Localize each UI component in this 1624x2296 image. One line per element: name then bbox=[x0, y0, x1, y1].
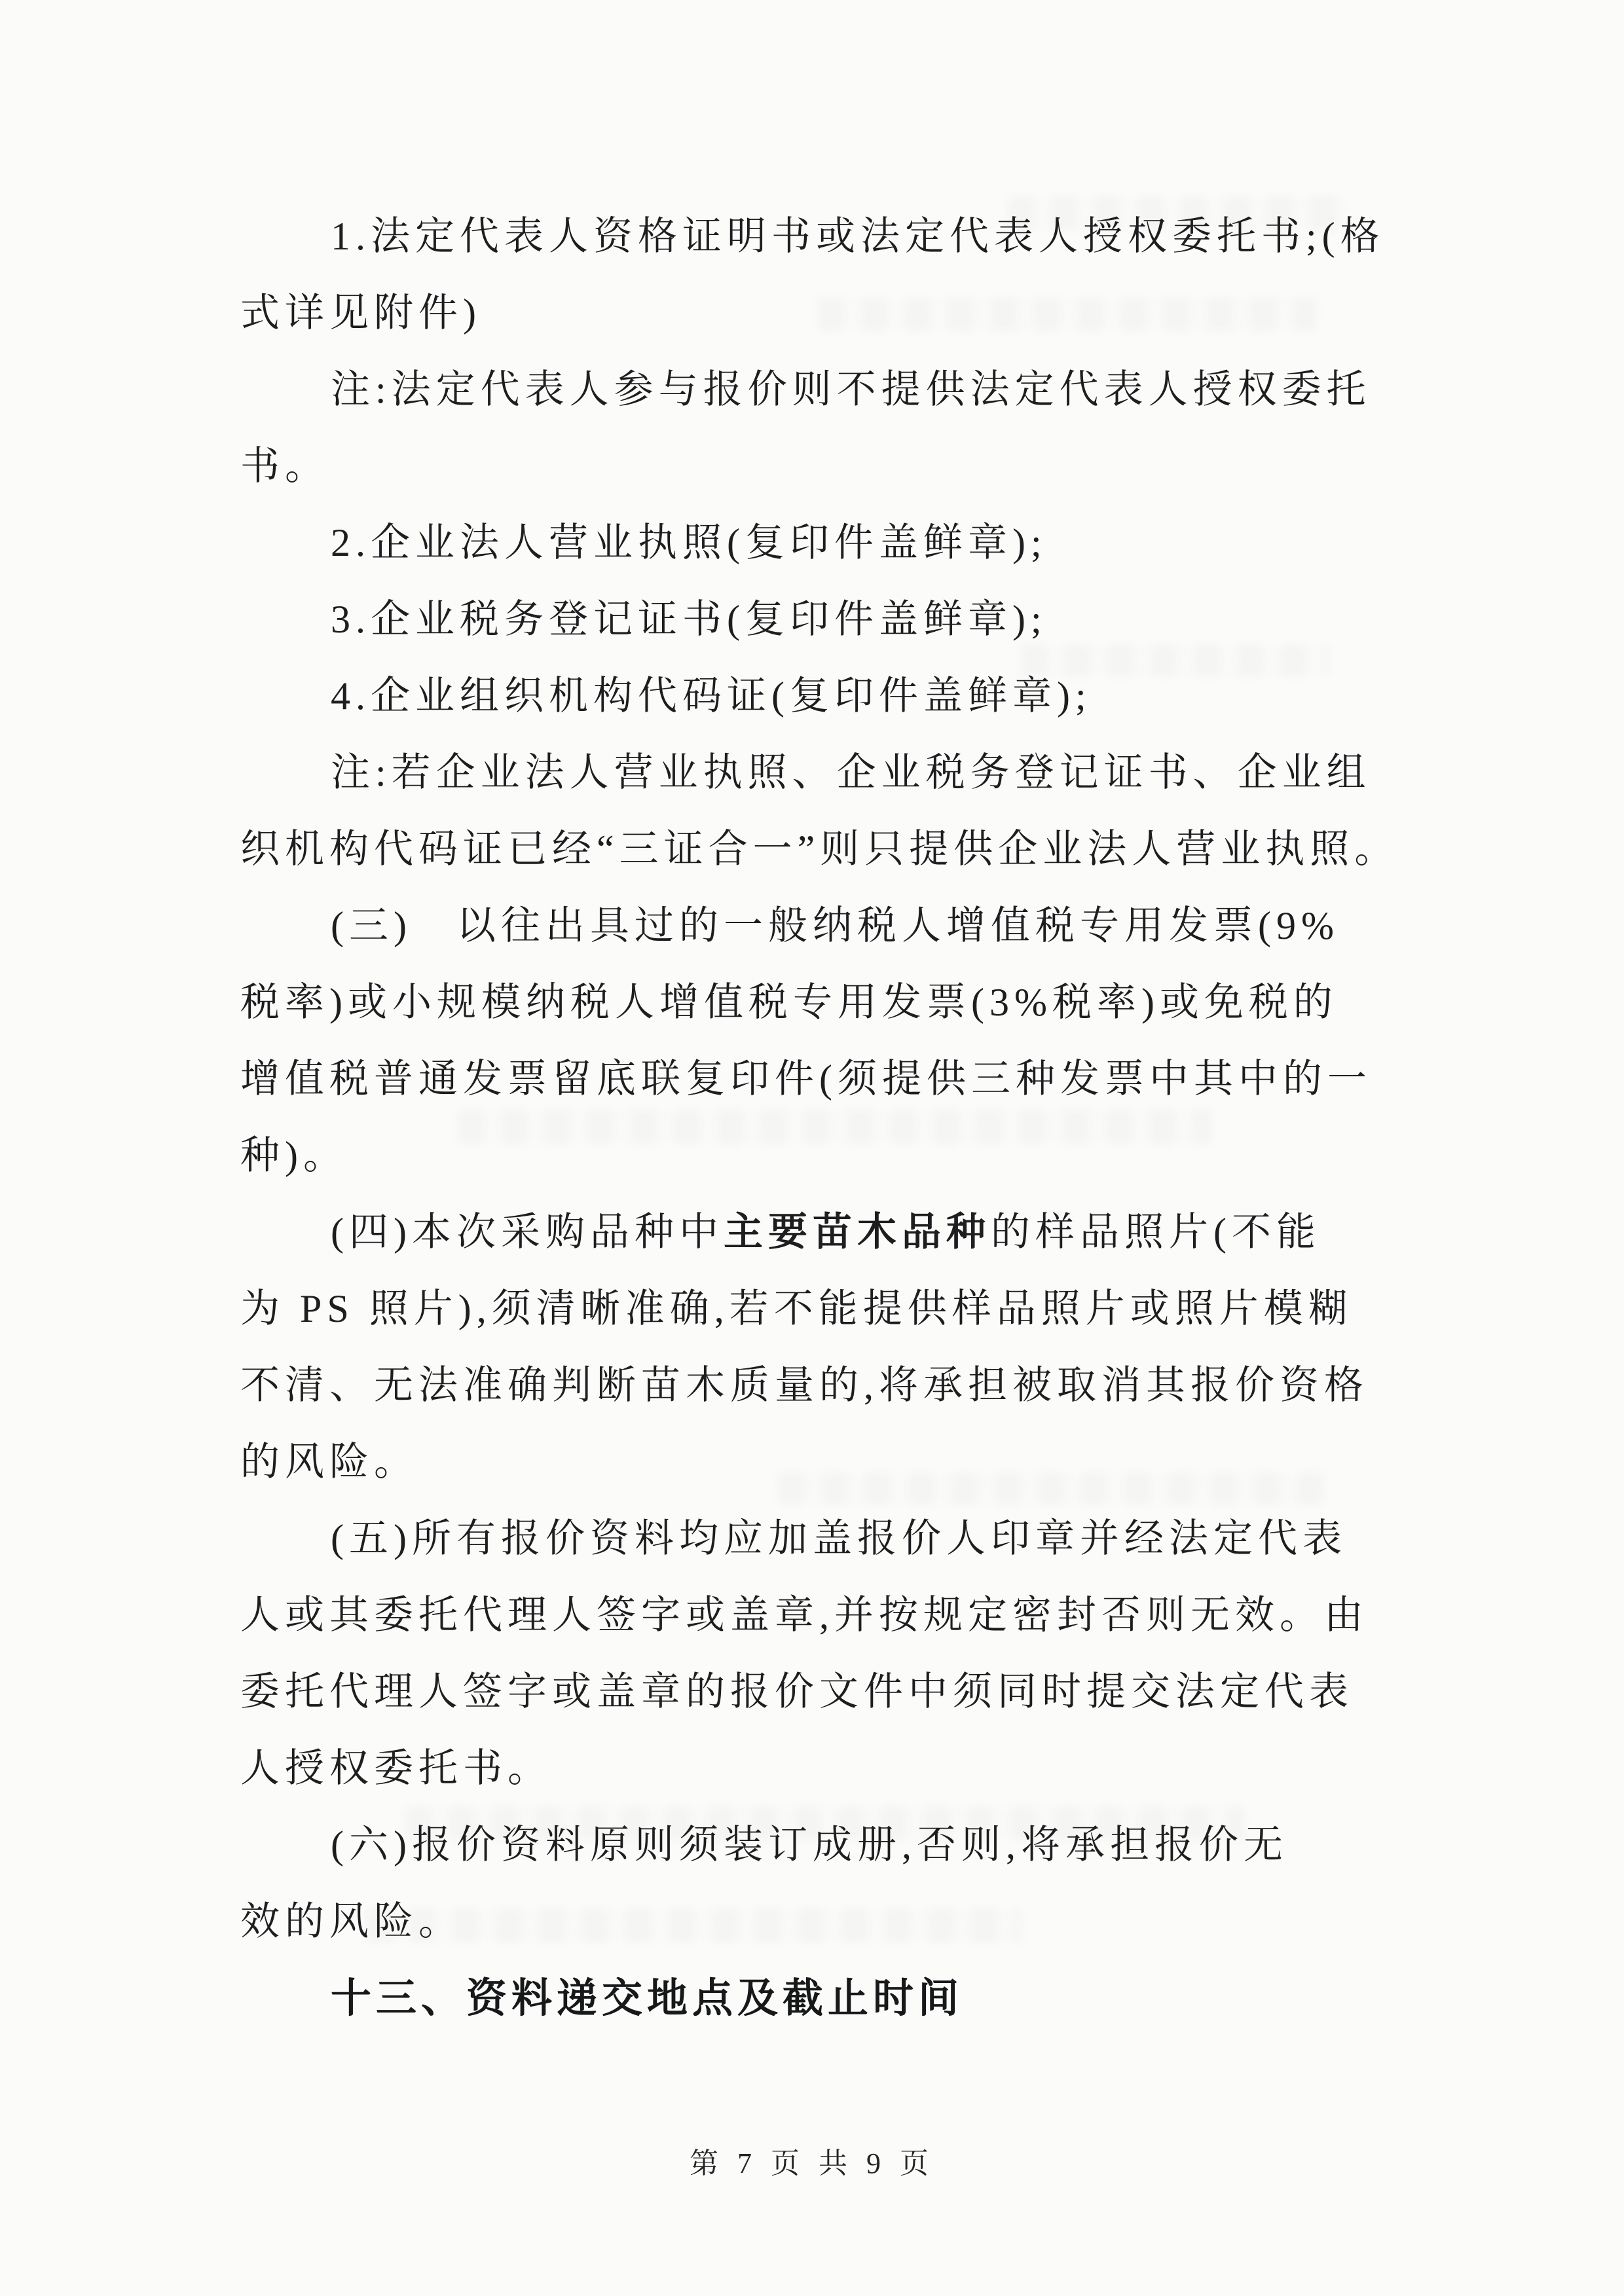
text-line: 委托代理人签字或盖章的报价文件中须同时提交法定代表 bbox=[240, 1670, 1354, 1713]
text-line: (三) 以往出具过的一般纳税人增值税专用发票(9% bbox=[331, 904, 1339, 947]
text-line: 书。 bbox=[240, 445, 329, 488]
text-line: 不清、无法准确判断苗木质量的,将承担被取消其报价资格 bbox=[240, 1364, 1369, 1407]
page-number: 第 7 页 共 9 页 bbox=[690, 2147, 934, 2179]
text-line: 式详见附件) bbox=[240, 291, 481, 335]
text-line: 增值税普通发票留底联复印件(须提供三种发票中其中的一 bbox=[240, 1057, 1372, 1101]
text-line: 人或其委托代理人签字或盖章,并按规定密封否则无效。由 bbox=[240, 1594, 1369, 1637]
text-segment: 的样品照片(不能 bbox=[990, 1211, 1321, 1254]
text-line: 4.企业组织机构代码证(复印件盖鲜章); bbox=[331, 674, 1092, 718]
text-line: 人授权委托书。 bbox=[240, 1747, 552, 1790]
text-segment: (四)本次采购品种中 bbox=[331, 1211, 724, 1254]
text-line: 织机构代码证已经“三证合一”则只提供企业法人营业执照。 bbox=[240, 828, 1399, 871]
text-line: 的风险。 bbox=[240, 1440, 418, 1484]
text-line: 效的风险。 bbox=[240, 1900, 463, 1943]
text-line bbox=[240, 1194, 1393, 1271]
text-segment-bold: 主要苗木品种 bbox=[723, 1211, 991, 1254]
text-line: 注:法定代表人参与报价则不提供法定代表人授权委托 bbox=[331, 368, 1371, 411]
text-line: 税率)或小规模纳税人增值税专用发票(3%税率)或免税的 bbox=[240, 981, 1338, 1024]
text-line: (六)报价资料原则须装订成册,否则,将承担报价无 bbox=[331, 1823, 1288, 1867]
text-line: 1.法定代表人资格证明书或法定代表人授权委托书;(格 bbox=[331, 215, 1385, 258]
text-line: 种)。 bbox=[240, 1134, 348, 1177]
document-body bbox=[240, 198, 1399, 2037]
section-heading: 十三、资料递交地点及截止时间 bbox=[331, 1976, 964, 2021]
text-line: 3.企业税务登记证书(复印件盖鲜章); bbox=[331, 598, 1047, 641]
text-line: 注:若企业法人营业执照、企业税务登记证书、企业组 bbox=[331, 751, 1371, 794]
text-line: 为 PS 照片),须清晰准确,若不能提供样品照片或照片模糊 bbox=[240, 1287, 1353, 1330]
text-line: (五)所有报价资料均应加盖报价人印章并经法定代表 bbox=[331, 1517, 1347, 1560]
text-line: 2.企业法人营业执照(复印件盖鲜章); bbox=[331, 521, 1047, 564]
